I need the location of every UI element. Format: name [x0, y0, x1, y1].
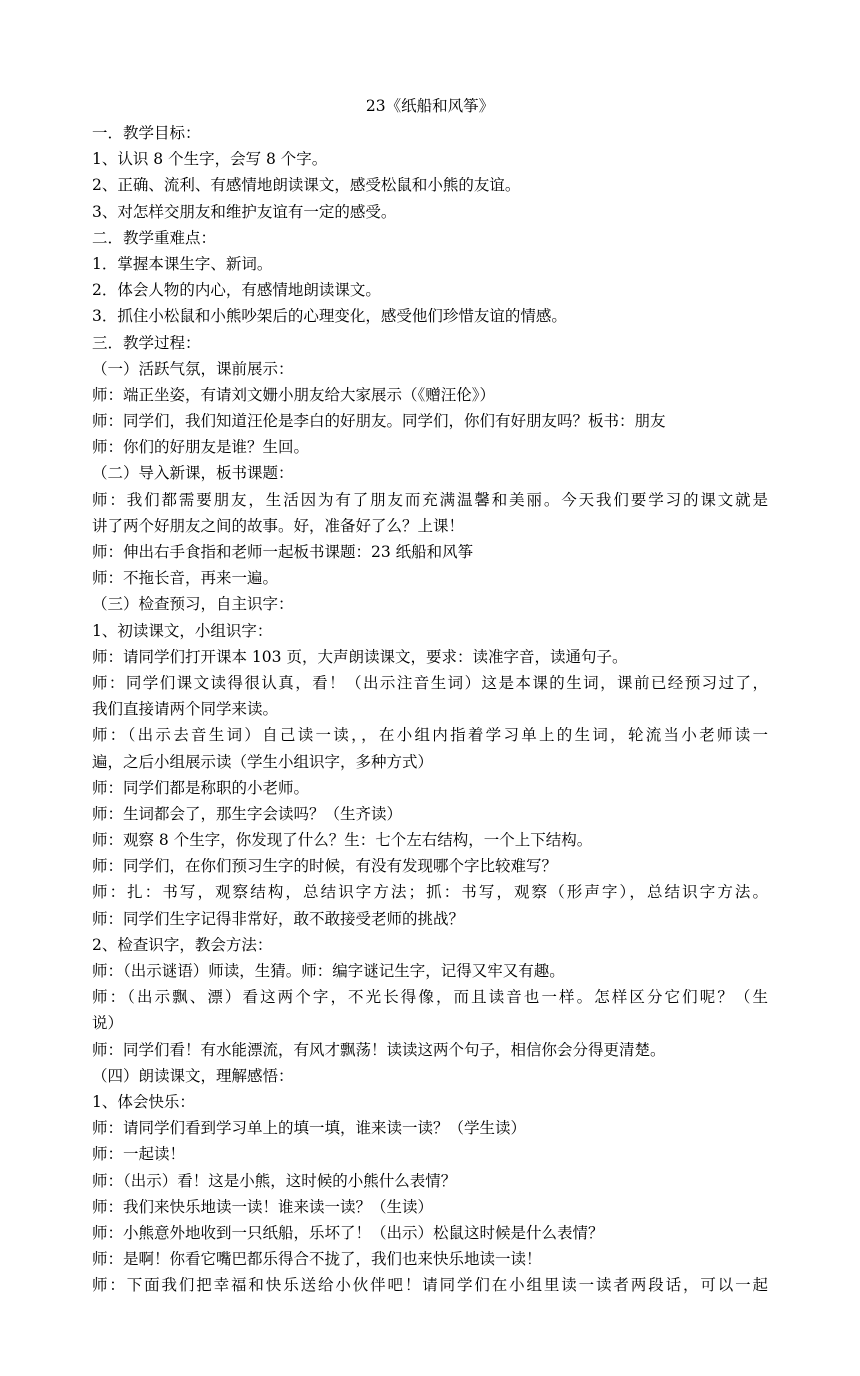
text-line: 师：端正坐姿，有请刘文姗小朋友给大家展示（《赠汪伦》）	[92, 385, 496, 404]
text-line: 师：生词都会了，那生字会读吗？（生齐读）	[92, 804, 403, 823]
text-line: 师：一起读！	[92, 1145, 186, 1164]
text-line: 2．体会人物的内心，有感情地朗读课文。	[92, 281, 381, 300]
text-line: 1、认识 8 个生字，会写 8 个字。	[92, 150, 328, 169]
text-line: 讲了两个好朋友之间的故事。好，准备好了么？上课！	[92, 516, 465, 535]
text-line: 师：请同学们打开课本 103 页，大声朗读课文，要求：读准字音，读通句子。	[92, 647, 628, 666]
text-line: 师：是啊！你看它嘴巴都乐得合不拢了，我们也来快乐地读一读！	[92, 1250, 542, 1269]
text-line: 2、检查识字，教会方法：	[92, 935, 273, 954]
text-line: 师：同学们课文读得很认真，看！（出示注音生词）这是本课的生词，课前已经预习过了，	[92, 673, 768, 692]
text-line: 师：（出示去音生词）自己读一读，，在小组内指着学习单上的生词，轮流当小老师读一	[92, 726, 768, 745]
text-line: 师：扎：书写，观察结构，总结识字方法；抓：书写，观察（形声字），总结识字方法。	[92, 883, 768, 902]
text-line: 1、体会快乐：	[92, 1092, 195, 1111]
text-line: 师：我们都需要朋友，生活因为有了朋友而充满温馨和美丽。今天我们要学习的课文就是	[92, 490, 768, 509]
text-line: （四）朗读课文，理解感悟：	[92, 1066, 294, 1085]
text-line: 师：伸出右手食指和老师一起板书课题：23 纸船和风筝	[92, 543, 474, 561]
text-line: 说）	[92, 1014, 124, 1033]
text-line: 师：（出示飘、漂）看这两个字，不光长得像，而且读音也一样。怎样区分它们呢？（生	[92, 988, 768, 1007]
text-line: 1．掌握本课生字、新词。	[92, 254, 273, 273]
text-line: （二）导入新课，板书课题：	[92, 464, 294, 483]
text-line: 师：下面我们把幸福和快乐送给小伙伴吧！请同学们在小组里读一读者两段话，可以一起	[92, 1276, 768, 1295]
text-line: 3、对怎样交朋友和维护友谊有一定的感受。	[92, 202, 397, 221]
text-line: 师：同学们看！有水能漂流，有风才飘荡！读读这两个句子，相信你会分得更清楚。	[92, 1040, 666, 1059]
text-line: 师：我们来快乐地读一读！谁来读一读？（生读）	[92, 1197, 434, 1216]
text-line: 3．抓住小松鼠和小熊吵架后的心理变化，感受他们珍惜友谊的情感。	[92, 307, 567, 326]
text-line: 一．教学目标：	[92, 124, 201, 142]
text-line: 师：（出示谜语）师读，生猜。师：编字谜记生字，记得又牢又有趣。	[92, 962, 565, 980]
text-line: 师：观察 8 个生字，你发现了什么？生：七个左右结构，一个上下结构。	[92, 831, 593, 850]
text-line: 师：小熊意外地收到一只纸船，乐坏了！（出示）松鼠这时候是什么表情？	[92, 1223, 604, 1242]
text-line: 2、正确、流利、有感情地朗读课文，感受松鼠和小熊的友谊。	[92, 176, 521, 195]
text-line: 师：不拖长音，再来一遍。	[92, 569, 279, 588]
text-line: 师：同学们，在你们预习生字的时候，有没有发现哪个字比较难写？	[92, 857, 558, 876]
text-line: 1、初读课文，小组识字：	[92, 621, 273, 640]
text-line: 三．教学过程：	[92, 333, 201, 352]
text-line: 遍，之后小组展示读（学生小组识字，多种方式）	[92, 752, 434, 771]
document-body	[92, 120, 768, 1298]
text-line: 师：请同学们看到学习单上的填一填，谁来读一读？（学生读）	[92, 1119, 527, 1138]
text-line: 师：同学们生字记得非常好，敢不敢接受老师的挑战？	[92, 909, 465, 928]
text-line: 我们直接请两个同学来读。	[92, 700, 279, 719]
text-line: 师：同学们都是称职的小老师。	[92, 778, 310, 797]
text-line: 师：（出示）看！这是小熊，这时候的小熊什么表情？	[92, 1171, 457, 1190]
text-line: 师：同学们，我们知道汪伦是李白的好朋友。同学们，你们有好朋友吗？板书：朋友	[92, 412, 666, 431]
text-line: 二．教学重难点：	[92, 228, 217, 247]
document-title: 23《纸船和风筝》	[365, 97, 495, 115]
text-line: （三）检查预习，自主识字：	[92, 595, 294, 614]
text-line: （一）活跃气氛，课前展示：	[92, 359, 294, 378]
text-line: 师：你们的好朋友是谁？生回。	[92, 438, 310, 457]
